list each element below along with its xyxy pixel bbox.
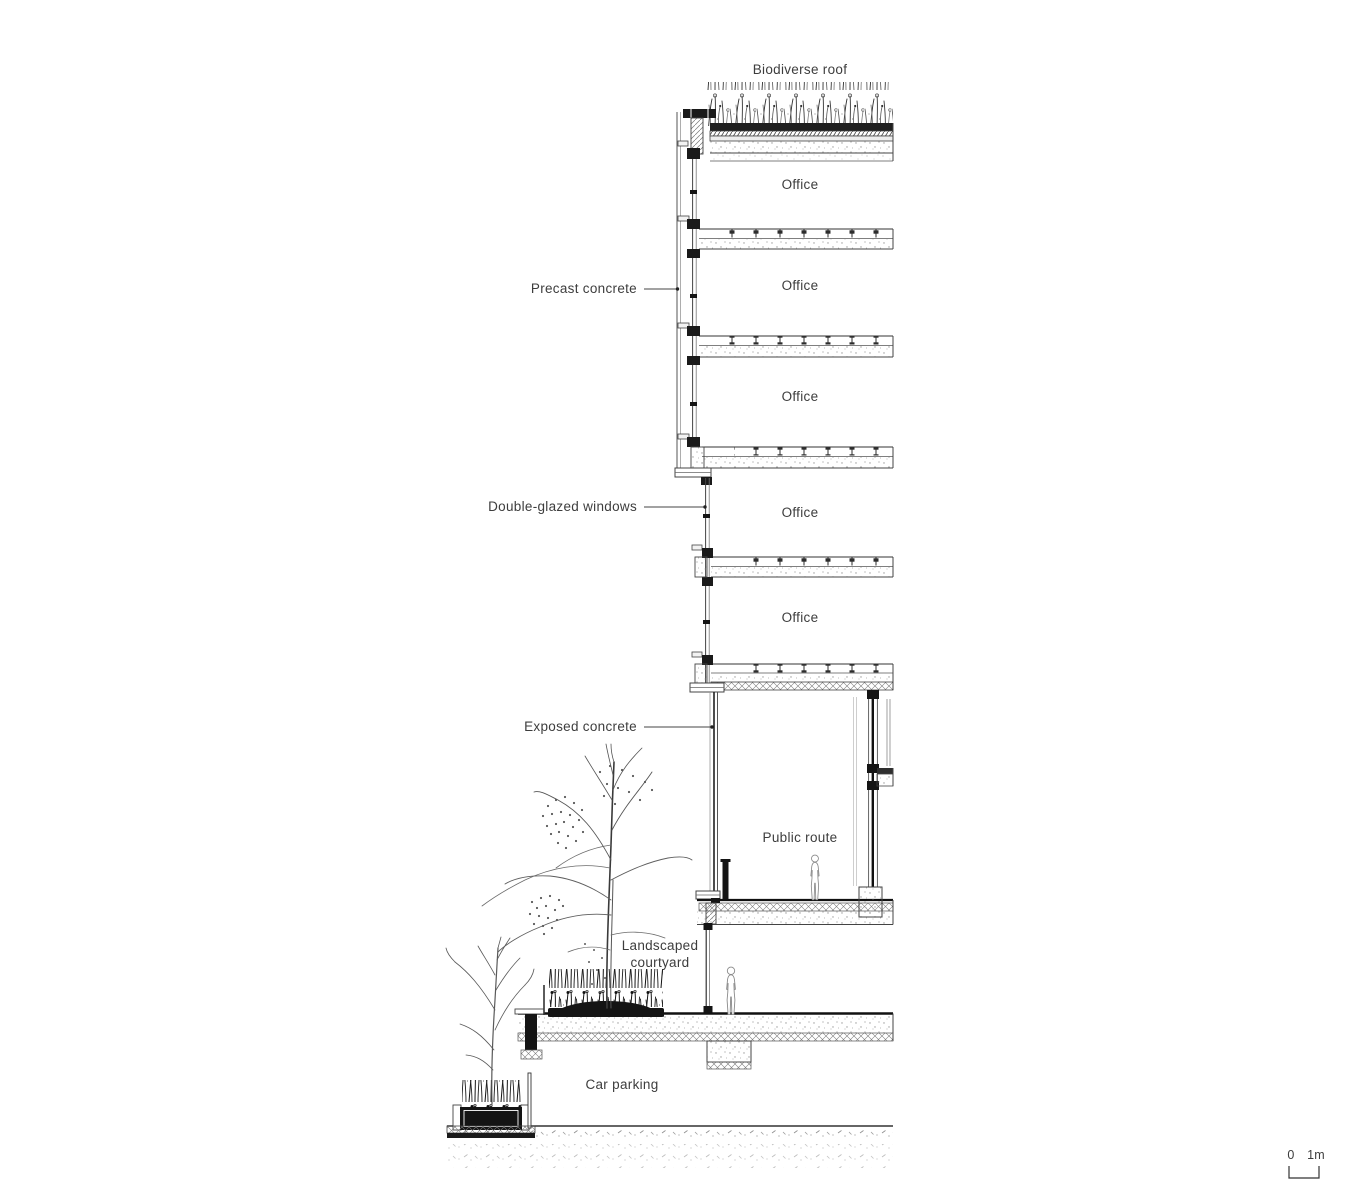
label-exposed-concrete: Exposed concrete	[524, 719, 637, 734]
downstand-beam	[707, 1041, 751, 1069]
street-planter	[447, 1073, 535, 1138]
label-office-2: Office	[781, 278, 819, 293]
person-public-route	[811, 855, 819, 900]
window-band-middle	[690, 478, 724, 692]
floor-slab-4	[711, 557, 893, 577]
person-ground-floor	[727, 967, 736, 1015]
label-public-route: Public route	[762, 830, 838, 845]
label-precast-concrete: Precast concrete	[530, 281, 637, 296]
courtyard-planter	[544, 969, 664, 1017]
floor-slab-5	[711, 664, 893, 690]
label-office-5: Office	[781, 610, 819, 625]
label-office-1: Office	[781, 177, 819, 192]
scale-bar-bracket	[1289, 1166, 1319, 1178]
public-route-wall	[710, 692, 718, 899]
label-office-4: Office	[781, 505, 819, 520]
floor-slab-3	[702, 447, 893, 468]
label-biodiverse-roof: Biodiverse roof	[752, 62, 848, 77]
label-car-parking: Car parking	[585, 1077, 659, 1092]
roof-vegetation	[706, 82, 893, 126]
balustrade	[721, 859, 731, 901]
scale-bar-one-metre-label: 1m	[1307, 1148, 1325, 1162]
public-route-glazing	[854, 690, 894, 917]
floor-slab-2	[699, 336, 893, 357]
label-double-glazed-windows: Double-glazed windows	[488, 499, 637, 514]
precast-facade-line	[677, 112, 681, 470]
label-landscaped-courtyard: Landscaped courtyard	[621, 938, 699, 970]
label-office-3: Office	[781, 389, 819, 404]
floor-slab-1	[699, 229, 893, 249]
leader-line-precast	[644, 287, 679, 290]
roof-build-up	[710, 123, 893, 161]
leader-line-exposed	[644, 725, 714, 728]
leader-line-glazing	[644, 505, 707, 508]
scale-bar-zero-label: 0	[1287, 1148, 1295, 1162]
